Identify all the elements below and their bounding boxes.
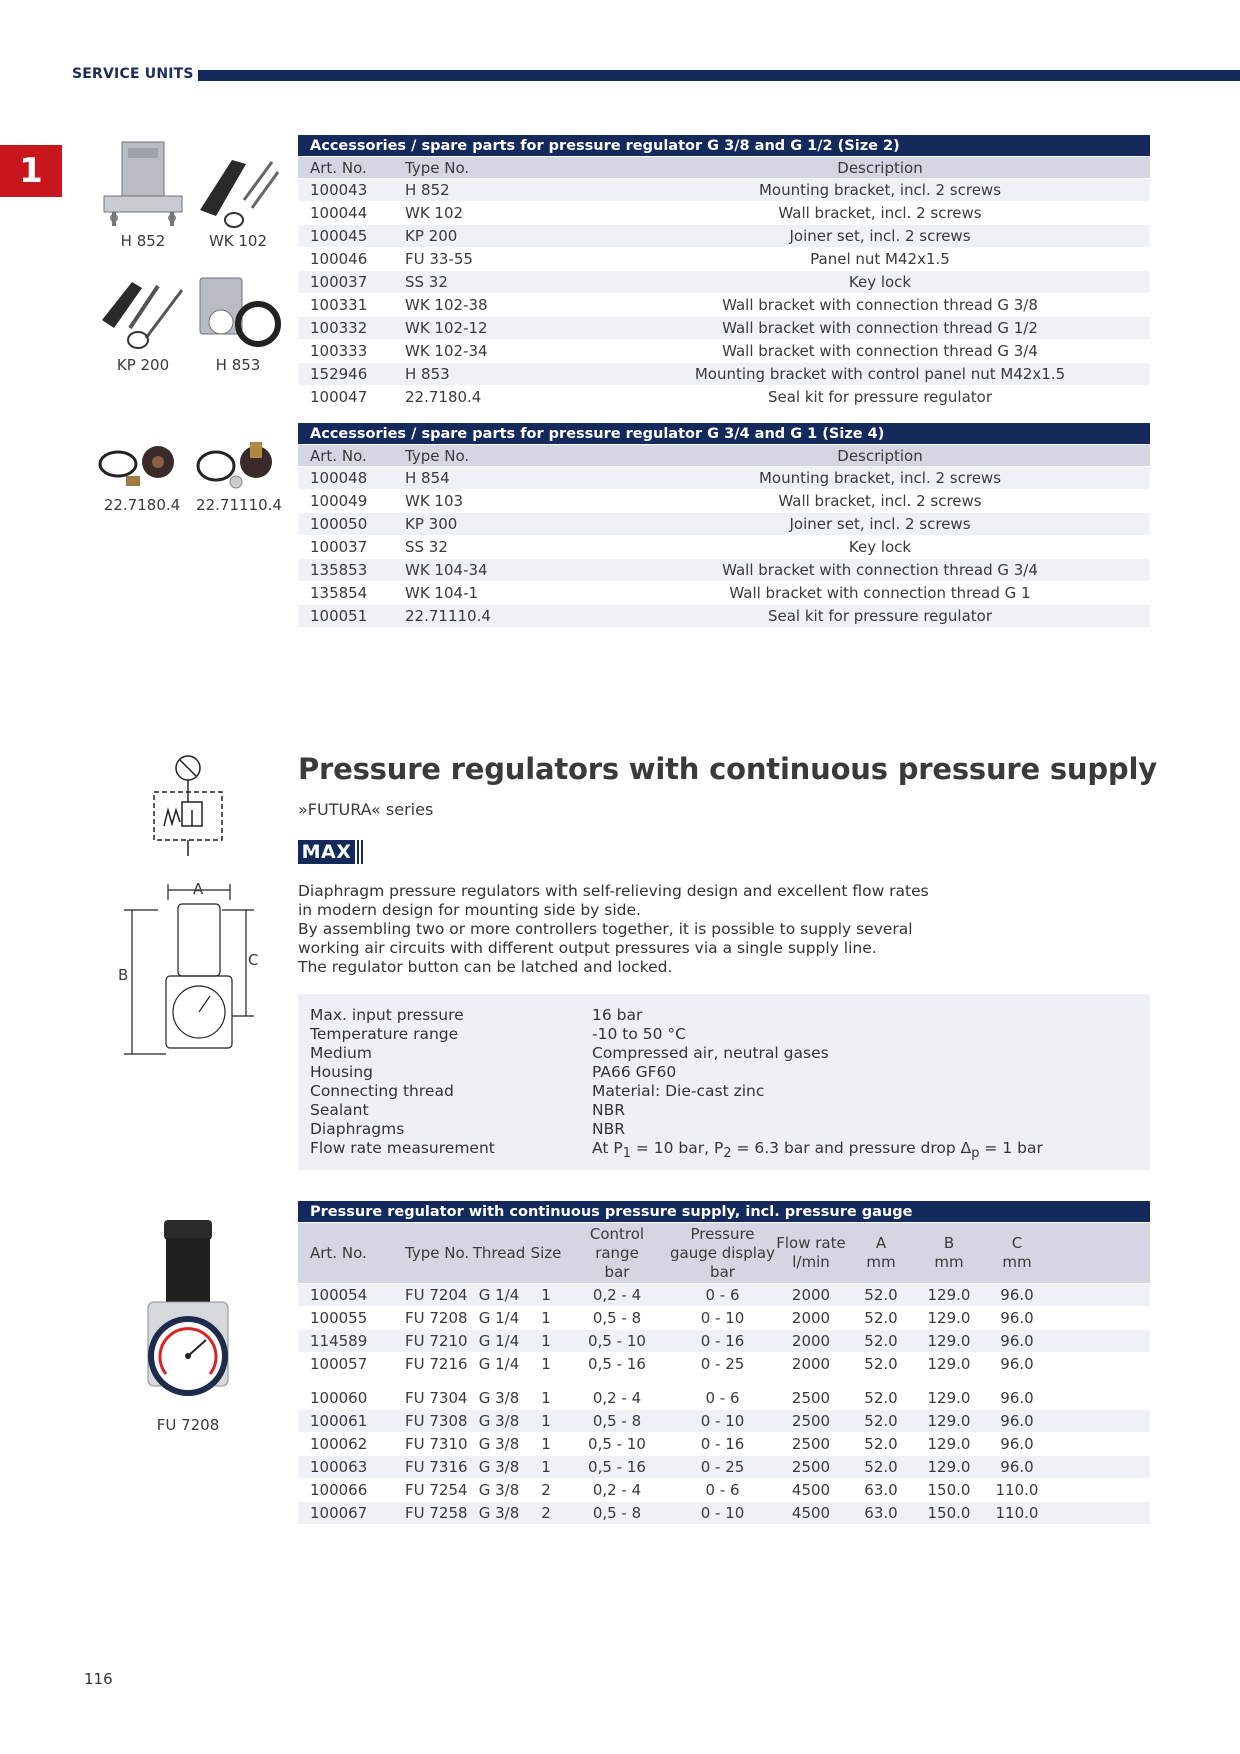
flow-subscript: p: [971, 1146, 980, 1162]
spec-value: -10 to 50 °C: [592, 1025, 686, 1043]
dim-c-cell: 96.0: [983, 1456, 1051, 1479]
flow-rate-cell: 2500: [775, 1433, 847, 1456]
spec-label: Max. input pressure: [310, 1006, 464, 1024]
type-no-cell: WK 102-38: [393, 294, 610, 317]
size-cell: 1: [528, 1433, 564, 1456]
size-cell: 1: [528, 1387, 564, 1410]
spec-label: Housing: [310, 1063, 374, 1081]
header-line: l/min: [792, 1253, 830, 1271]
wall-bracket-wk102-image: [192, 150, 282, 230]
table-row: [298, 248, 1150, 271]
table-row: [298, 559, 1150, 582]
art-no-cell: 100048: [298, 467, 393, 490]
dim-a-cell: 52.0: [847, 1284, 915, 1307]
table-row: [298, 1502, 1150, 1525]
thread-cell: G 3/8: [470, 1387, 528, 1410]
dim-c-cell: 96.0: [983, 1433, 1051, 1456]
gauge-display-cell: 0 - 10: [670, 1410, 775, 1433]
type-no-cell: WK 103: [393, 490, 610, 513]
art-no-cell: 100066: [298, 1479, 393, 1502]
control-range-cell: 0,5 - 8: [564, 1410, 670, 1433]
dim-b-cell: 150.0: [915, 1502, 983, 1525]
type-no-cell: FU 7304: [393, 1387, 470, 1410]
flow-text: = 1 bar: [979, 1139, 1043, 1157]
spacer-cell: [298, 1376, 1150, 1387]
art-no-cell: 100044: [298, 202, 393, 225]
row-pad-cell: [1051, 1307, 1150, 1330]
table-row: [298, 1284, 1150, 1307]
spec-label: Temperature range: [310, 1025, 459, 1043]
max-badge-stripes: [357, 840, 365, 864]
type-no-cell: FU 7216: [393, 1353, 470, 1376]
image-caption-227180: 22.7180.4: [103, 496, 181, 514]
table-row: [298, 582, 1150, 605]
image-caption-h853: H 853: [215, 356, 261, 374]
art-no-cell: 100332: [298, 317, 393, 340]
table-title: Accessories / spare parts for pressure regulator G 3/4 and G 1 (Size 4): [298, 423, 1150, 445]
spec-label: Medium: [310, 1044, 372, 1062]
image-caption-kp200: KP 200: [116, 356, 170, 374]
description-cell: Wall bracket with connection thread G 3/8: [610, 294, 1150, 317]
header-line: Flow rate: [776, 1234, 846, 1252]
column-header-description: Description: [610, 157, 1150, 179]
gauge-display-cell: 0 - 25: [670, 1456, 775, 1479]
row-pad-cell: [1051, 1410, 1150, 1433]
control-range-cell: 0,5 - 16: [564, 1353, 670, 1376]
description-cell: Key lock: [610, 271, 1150, 294]
type-no-cell: 22.7180.4: [393, 386, 610, 409]
art-no-cell: 100063: [298, 1456, 393, 1479]
dim-a-cell: 63.0: [847, 1479, 915, 1502]
description-line: Diaphragm pressure regulators with self-relieving design and excellent flow rates: [298, 882, 929, 900]
art-no-cell: 100050: [298, 513, 393, 536]
size-cell: 1: [528, 1284, 564, 1307]
art-no-cell: 100046: [298, 248, 393, 271]
thread-cell: G 3/8: [470, 1456, 528, 1479]
mounting-bracket-h853-image: [194, 274, 284, 354]
column-header-type-no: Type No.: [393, 157, 610, 179]
gauge-display-cell: 0 - 16: [670, 1330, 775, 1353]
dim-b-cell: 129.0: [915, 1387, 983, 1410]
header-line: mm: [1002, 1253, 1032, 1271]
size-cell: 2: [528, 1502, 564, 1525]
art-no-cell: 135854: [298, 582, 393, 605]
gauge-display-cell: 0 - 10: [670, 1307, 775, 1330]
dimension-label-c: C: [248, 951, 259, 969]
table-row: [298, 467, 1150, 490]
header-line: range: [595, 1243, 639, 1262]
table-row: [298, 1330, 1150, 1353]
thread-cell: G 3/8: [470, 1479, 528, 1502]
control-range-cell: 0,5 - 10: [564, 1330, 670, 1353]
table-row: [298, 513, 1150, 536]
type-no-cell: FU 7258: [393, 1502, 470, 1525]
art-no-cell: 100045: [298, 225, 393, 248]
type-no-cell: WK 104-34: [393, 559, 610, 582]
chapter-tab: 1: [0, 145, 62, 197]
table-row: [298, 340, 1150, 363]
image-caption-fu7208: FU 7208: [156, 1416, 220, 1434]
joiner-set-kp200-image: [96, 276, 188, 352]
dim-c-cell: 96.0: [983, 1330, 1051, 1353]
section-description: [298, 882, 938, 977]
gauge-display-cell: 0 - 25: [670, 1353, 775, 1376]
size-cell: 1: [528, 1353, 564, 1376]
description-line: in modern design for mounting side by side.: [298, 901, 641, 919]
dim-b-cell: 129.0: [915, 1410, 983, 1433]
table-row: [298, 179, 1150, 202]
control-range-cell: 0,2 - 4: [564, 1479, 670, 1502]
description-cell: Wall bracket with connection thread G 3/4: [610, 559, 1150, 582]
dim-c-cell: 96.0: [983, 1307, 1051, 1330]
row-pad-cell: [1051, 1502, 1150, 1525]
description-cell: Wall bracket with connection thread G 1/2: [610, 317, 1150, 340]
description-cell: Mounting bracket, incl. 2 screws: [610, 467, 1150, 490]
spec-value: Material: Die-cast zinc: [592, 1082, 765, 1100]
type-no-cell: FU 7316: [393, 1456, 470, 1479]
dim-a-cell: 52.0: [847, 1456, 915, 1479]
type-no-cell: FU 7310: [393, 1433, 470, 1456]
flow-rate-cell: 2500: [775, 1456, 847, 1479]
size-cell: 2: [528, 1479, 564, 1502]
description-cell: Panel nut M42x1.5: [610, 248, 1150, 271]
column-header-size: Size: [528, 1223, 564, 1284]
art-no-cell: 100057: [298, 1353, 393, 1376]
size-cell: 1: [528, 1330, 564, 1353]
column-header-type-no: Type No.: [393, 1223, 470, 1284]
table-row: [298, 1353, 1150, 1376]
type-no-cell: H 854: [393, 467, 610, 490]
size-cell: 1: [528, 1456, 564, 1479]
thread-cell: G 3/8: [470, 1433, 528, 1456]
type-no-cell: KP 300: [393, 513, 610, 536]
art-no-cell: 100037: [298, 271, 393, 294]
image-caption-h852: H 852: [120, 232, 166, 250]
spec-value: NBR: [592, 1101, 625, 1119]
dim-a-cell: 52.0: [847, 1433, 915, 1456]
column-header-gauge-display: [670, 1223, 775, 1284]
flow-rate-cell: 2000: [775, 1307, 847, 1330]
column-header-control-range: [564, 1223, 670, 1284]
image-caption-2271110: 22.71110.4: [196, 496, 282, 514]
pressure-regulator-fu7208-image: [140, 1214, 236, 1404]
type-no-cell: FU 7254: [393, 1479, 470, 1502]
type-no-cell: 22.71110.4: [393, 605, 610, 628]
column-header-flow-rate: [775, 1223, 847, 1284]
art-no-cell: 100331: [298, 294, 393, 317]
description-cell: Mounting bracket, incl. 2 screws: [610, 179, 1150, 202]
art-no-cell: 100043: [298, 179, 393, 202]
accessories-table-size2: [298, 135, 1150, 409]
spec-value: 16 bar: [592, 1006, 643, 1024]
section-title: Pressure regulators with continuous pressure supply: [298, 752, 1157, 786]
header-line: B: [943, 1234, 955, 1252]
row-pad-cell: [1051, 1284, 1150, 1307]
type-no-cell: WK 102-34: [393, 340, 610, 363]
table-row: [298, 1479, 1150, 1502]
dim-c-cell: 110.0: [983, 1502, 1051, 1525]
section-header-label: SERVICE UNITS: [72, 66, 194, 82]
header-line: bar: [604, 1262, 630, 1281]
spec-value: PA66 GF60: [592, 1063, 677, 1081]
row-pad-cell: [1051, 1433, 1150, 1456]
art-no-cell: 100055: [298, 1307, 393, 1330]
row-pad-cell: [1051, 1353, 1150, 1376]
dim-b-cell: 129.0: [915, 1433, 983, 1456]
column-header-art-no: Art. No.: [298, 445, 393, 467]
flow-text: = 10 bar, P: [630, 1139, 724, 1157]
dimension-label-b: B: [118, 966, 129, 984]
table-row: [298, 490, 1150, 513]
thread-cell: G 3/8: [470, 1410, 528, 1433]
table-row: [298, 317, 1150, 340]
spec-label: Sealant: [310, 1101, 369, 1119]
size-cell: 1: [528, 1307, 564, 1330]
type-no-cell: FU 7208: [393, 1307, 470, 1330]
table-row: [298, 1433, 1150, 1456]
header-line: mm: [934, 1253, 964, 1271]
type-no-cell: FU 7210: [393, 1330, 470, 1353]
group-spacer: [298, 1376, 1150, 1387]
flow-rate-cell: 4500: [775, 1502, 847, 1525]
description-cell: Wall bracket, incl. 2 screws: [610, 490, 1150, 513]
dim-a-cell: 52.0: [847, 1387, 915, 1410]
art-no-cell: 135853: [298, 559, 393, 582]
size-cell: 1: [528, 1410, 564, 1433]
dim-b-cell: 129.0: [915, 1353, 983, 1376]
dim-b-cell: 129.0: [915, 1307, 983, 1330]
description-cell: Joiner set, incl. 2 screws: [610, 513, 1150, 536]
seal-kit-2271110-image: [194, 440, 284, 494]
spec-label: Connecting thread: [310, 1082, 454, 1100]
table-row: [298, 536, 1150, 559]
type-no-cell: SS 32: [393, 536, 610, 559]
dim-b-cell: 129.0: [915, 1284, 983, 1307]
column-header-art-no: Art. No.: [298, 1223, 393, 1284]
column-header-spacer: [1051, 1223, 1150, 1284]
dim-a-cell: 52.0: [847, 1410, 915, 1433]
pressure-regulator-symbol: [148, 752, 228, 858]
table-row: [298, 1410, 1150, 1433]
control-range-cell: 0,2 - 4: [564, 1387, 670, 1410]
spec-label: Flow rate measurement: [310, 1139, 495, 1157]
thread-cell: G 1/4: [470, 1353, 528, 1376]
column-header-a: [847, 1223, 915, 1284]
flow-rate-cell: 2500: [775, 1410, 847, 1433]
gauge-display-cell: 0 - 6: [670, 1284, 775, 1307]
spec-label: Diaphragms: [310, 1120, 405, 1138]
type-no-cell: WK 102-12: [393, 317, 610, 340]
dimension-label-a: A: [193, 880, 204, 898]
gauge-display-cell: 0 - 10: [670, 1502, 775, 1525]
table-row: [298, 271, 1150, 294]
thread-cell: G 1/4: [470, 1284, 528, 1307]
gauge-display-cell: 0 - 6: [670, 1387, 775, 1410]
table-row: [298, 386, 1150, 409]
description-cell: Wall bracket with connection thread G 1: [610, 582, 1150, 605]
image-caption-wk102: WK 102: [208, 232, 268, 250]
flow-subscript: 2: [723, 1146, 732, 1162]
spec-value: NBR: [592, 1120, 625, 1138]
column-header-art-no: Art. No.: [298, 157, 393, 179]
description-line: By assembling two or more controllers together, it is possible to supply several: [298, 920, 913, 938]
row-pad-cell: [1051, 1456, 1150, 1479]
table-row: [298, 1387, 1150, 1410]
mounting-bracket-h852-image: [100, 138, 186, 230]
dimension-drawing: [118, 880, 268, 1060]
description-cell: Wall bracket with connection thread G 3/4: [610, 340, 1150, 363]
spec-value-flow-rate: [592, 1139, 1043, 1161]
control-range-cell: 0,5 - 8: [564, 1502, 670, 1525]
column-header-thread: Thread: [470, 1223, 528, 1284]
dim-b-cell: 129.0: [915, 1330, 983, 1353]
gauge-display-cell: 0 - 6: [670, 1479, 775, 1502]
control-range-cell: 0,5 - 8: [564, 1307, 670, 1330]
dim-a-cell: 52.0: [847, 1307, 915, 1330]
flow-rate-cell: 2000: [775, 1330, 847, 1353]
art-no-cell: 100049: [298, 490, 393, 513]
art-no-cell: 100037: [298, 536, 393, 559]
dim-a-cell: 52.0: [847, 1353, 915, 1376]
art-no-cell: 114589: [298, 1330, 393, 1353]
dim-b-cell: 150.0: [915, 1479, 983, 1502]
control-range-cell: 0,2 - 4: [564, 1284, 670, 1307]
dim-c-cell: 96.0: [983, 1284, 1051, 1307]
section-subtitle: »FUTURA« series: [298, 800, 434, 819]
type-no-cell: FU 7308: [393, 1410, 470, 1433]
row-pad-cell: [1051, 1330, 1150, 1353]
flow-rate-cell: 2000: [775, 1353, 847, 1376]
flow-rate-cell: 2000: [775, 1284, 847, 1307]
description-cell: Joiner set, incl. 2 screws: [610, 225, 1150, 248]
table-row: [298, 1456, 1150, 1479]
control-range-cell: 0,5 - 10: [564, 1433, 670, 1456]
description-line: The regulator button can be latched and locked.: [298, 958, 673, 976]
header-line: C: [1011, 1234, 1023, 1252]
art-no-cell: 100062: [298, 1433, 393, 1456]
type-no-cell: FU 33-55: [393, 248, 610, 271]
art-no-cell: 100054: [298, 1284, 393, 1307]
art-no-cell: 152946: [298, 363, 393, 386]
header-line: bar: [710, 1262, 735, 1281]
header-line: gauge display: [670, 1243, 775, 1262]
page-number: 116: [84, 1670, 113, 1688]
description-cell: Key lock: [610, 536, 1150, 559]
type-no-cell: SS 32: [393, 271, 610, 294]
row-pad-cell: [1051, 1387, 1150, 1410]
type-no-cell: H 853: [393, 363, 610, 386]
product-table: [298, 1201, 1150, 1525]
description-cell: Wall bracket, incl. 2 screws: [610, 202, 1150, 225]
dim-c-cell: 110.0: [983, 1479, 1051, 1502]
description-cell: Mounting bracket with control panel nut M42x1.5: [610, 363, 1150, 386]
art-no-cell: 100060: [298, 1387, 393, 1410]
type-no-cell: WK 102: [393, 202, 610, 225]
table-row: [298, 1307, 1150, 1330]
flow-text: = 6.3 bar and pressure drop Δ: [731, 1139, 972, 1157]
art-no-cell: 100061: [298, 1410, 393, 1433]
table-title: Pressure regulator with continuous pressure supply, incl. pressure gauge: [298, 1201, 1150, 1223]
type-no-cell: H 852: [393, 179, 610, 202]
dim-c-cell: 96.0: [983, 1410, 1051, 1433]
header-line: Pressure: [690, 1224, 755, 1243]
dim-a-cell: 63.0: [847, 1502, 915, 1525]
table-row: [298, 294, 1150, 317]
description-line: working air circuits with different output pressures via a single supply line.: [298, 939, 877, 957]
column-header-b: [915, 1223, 983, 1284]
flow-rate-cell: 2500: [775, 1387, 847, 1410]
table-title: Accessories / spare parts for pressure regulator G 3/8 and G 1/2 (Size 2): [298, 135, 1150, 157]
type-no-cell: WK 104-1: [393, 582, 610, 605]
gauge-display-cell: 0 - 16: [670, 1433, 775, 1456]
spec-value: Compressed air, neutral gases: [592, 1044, 829, 1062]
thread-cell: G 3/8: [470, 1502, 528, 1525]
max-badge: MAX: [298, 840, 355, 864]
dim-c-cell: 96.0: [983, 1387, 1051, 1410]
flow-subscript: 1: [622, 1146, 631, 1162]
header-rule: [198, 70, 1240, 81]
header-line: Control: [589, 1224, 645, 1243]
art-no-cell: 100067: [298, 1502, 393, 1525]
dim-c-cell: 96.0: [983, 1353, 1051, 1376]
table-row: [298, 225, 1150, 248]
column-header-type-no: Type No.: [393, 445, 610, 467]
specifications-box: [298, 994, 1150, 1170]
column-header-c: [983, 1223, 1051, 1284]
control-range-cell: 0,5 - 16: [564, 1456, 670, 1479]
table-row: [298, 202, 1150, 225]
art-no-cell: 100333: [298, 340, 393, 363]
accessories-table-size4: [298, 423, 1150, 628]
header-line: A: [875, 1234, 887, 1252]
header-line: mm: [866, 1253, 896, 1271]
flow-text: At P: [592, 1139, 623, 1157]
thread-cell: G 1/4: [470, 1307, 528, 1330]
art-no-cell: 100047: [298, 386, 393, 409]
type-no-cell: KP 200: [393, 225, 610, 248]
dim-b-cell: 129.0: [915, 1456, 983, 1479]
seal-kit-227180-image: [96, 442, 186, 494]
flow-rate-cell: 4500: [775, 1479, 847, 1502]
art-no-cell: 100051: [298, 605, 393, 628]
type-no-cell: FU 7204: [393, 1284, 470, 1307]
dim-a-cell: 52.0: [847, 1330, 915, 1353]
row-pad-cell: [1051, 1479, 1150, 1502]
description-cell: Seal kit for pressure regulator: [610, 386, 1150, 409]
column-header-description: Description: [610, 445, 1150, 467]
description-cell: Seal kit for pressure regulator: [610, 605, 1150, 628]
table-row: [298, 363, 1150, 386]
thread-cell: G 1/4: [470, 1330, 528, 1353]
table-row: [298, 605, 1150, 628]
